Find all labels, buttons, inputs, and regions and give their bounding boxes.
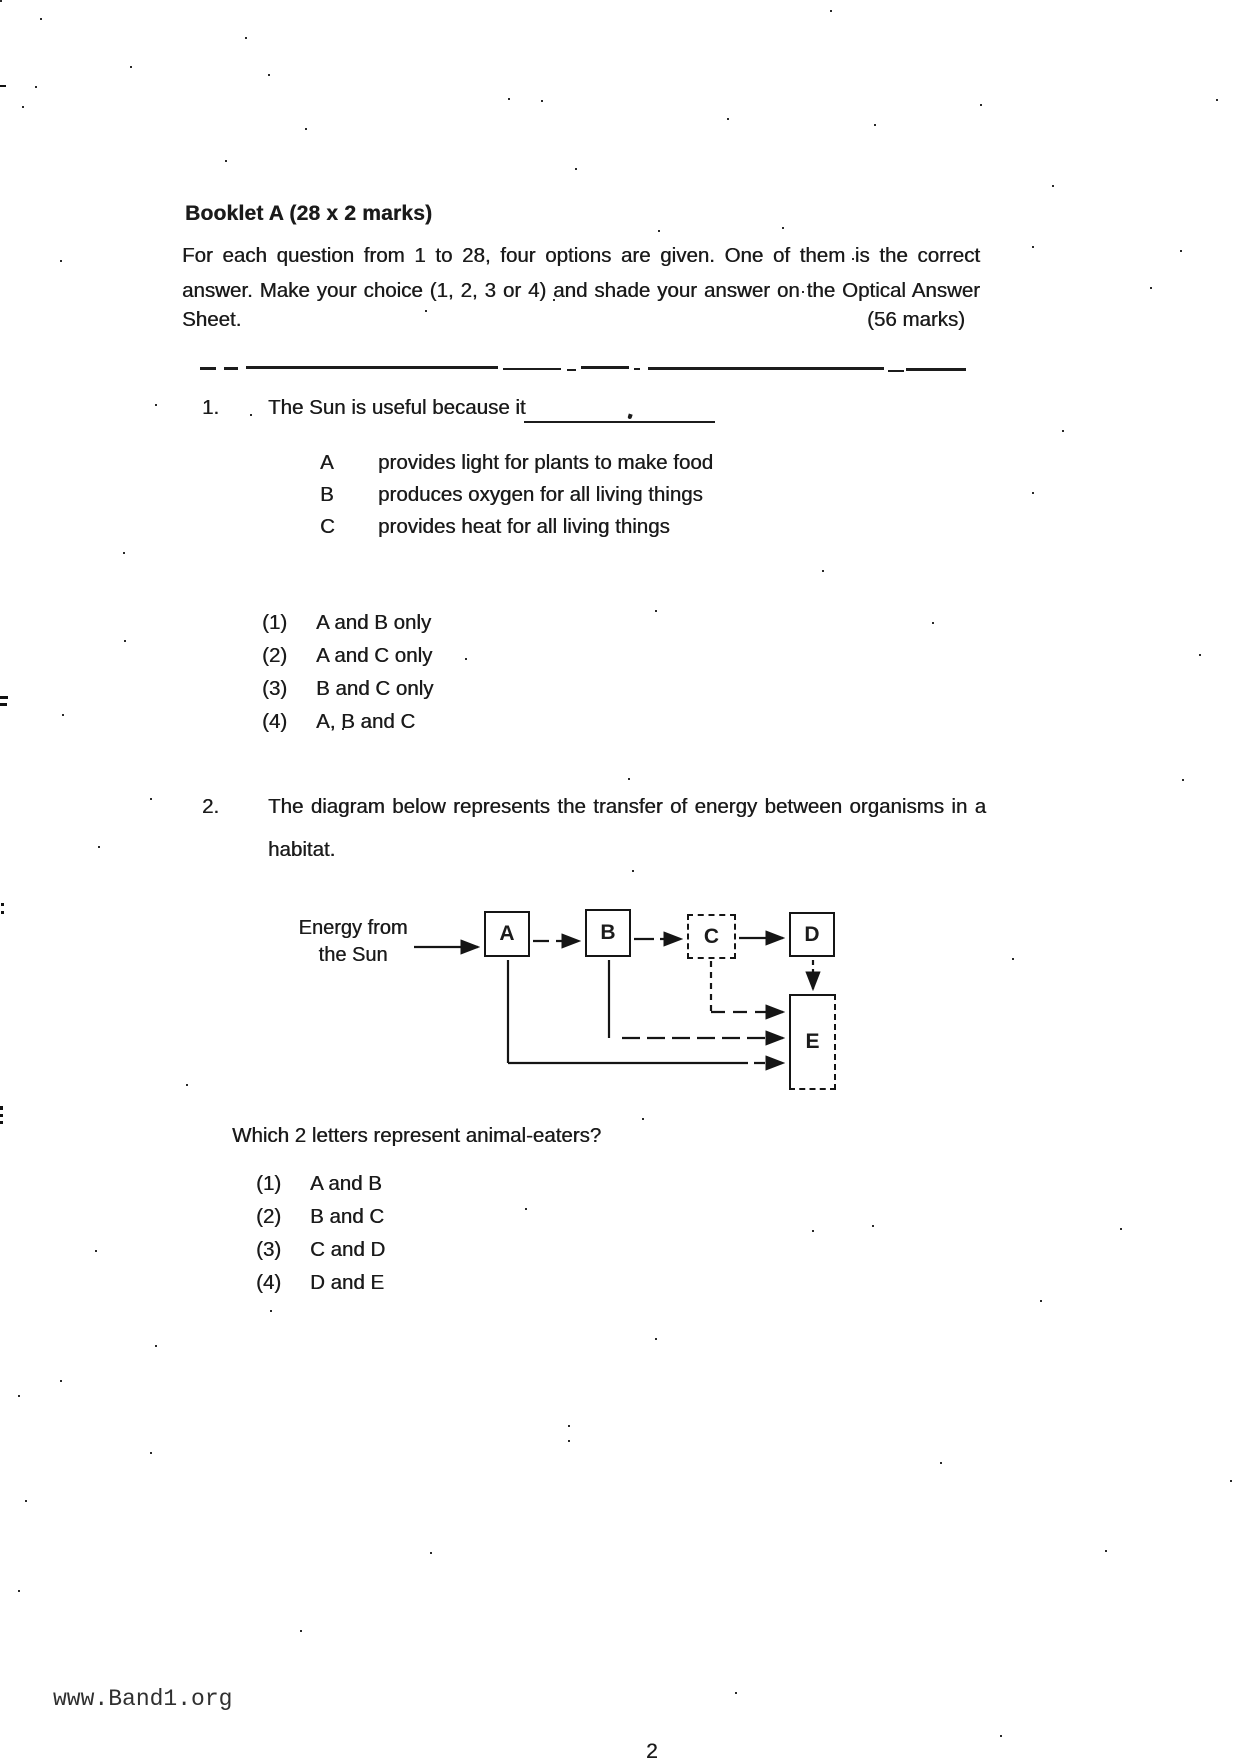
option-number: (2) [262,644,288,667]
scan-edge-artifact [1,911,4,914]
option-number: (2) [256,1205,282,1228]
watermark-url: www.Band1.org [53,1686,233,1712]
option-number: (1) [256,1172,282,1195]
scan-edge-artifact [1,903,4,906]
page-number: 2 [646,1740,658,1763]
energy-source-line2: the Sun [318,944,388,966]
q1-number: 1. [202,396,220,419]
option-number: (3) [256,1238,282,1261]
diagram-box-e-label: E [805,1030,820,1053]
diagram-box-c-label: C [703,924,720,948]
q2-stem-line1: The diagram below represents the transfer of energy between organisms in a [268,795,986,818]
option-number: (1) [262,611,288,634]
option-text: C and D [310,1238,386,1261]
q1-statements [320,452,713,538]
answer-blank-line [524,421,715,423]
energy-source-line1: Energy from [298,917,408,939]
option-text: A and B only [316,611,432,634]
option-text: A and B [310,1172,382,1195]
marks-total: (56 marks) [867,308,965,331]
q2-stem-line2: habitat. [268,838,336,861]
scan-edge-artifact [0,1106,3,1110]
statement-text: provides heat for all living things [378,515,670,538]
option-number: (4) [262,710,288,733]
instructions-line3: Sheet. [182,308,242,331]
option-text: A and C only [316,644,433,667]
scan-edge-artifact [0,696,8,699]
instructions-line3-row [182,308,965,332]
instructions-line2: answer. Make your choice (1, 2, 3 or 4) and shade your answer on the Optical Answer [182,279,980,302]
q1-options [262,612,433,733]
statement-text: provides light for plants to make food [378,451,714,474]
q2-number: 2. [202,795,220,818]
statement-label: C [320,515,335,538]
scan-edge-artifact [0,1114,3,1117]
scan-edge-artifact [0,1121,3,1124]
energy-source-label [287,915,419,969]
instructions-line1: For each question from 1 to 28, four options are given. One of them is the correct [182,244,980,267]
scan-edge-artifact [0,703,7,706]
scan-edge-artifact [0,85,6,87]
diagram-box-a-label: A [499,922,515,945]
option-number: (3) [262,677,288,700]
scan-noise-specks [0,0,2,2]
statement-label: A [320,451,334,474]
diagram-box-d-label: D [804,922,820,946]
energy-flow-arrows [410,895,870,1100]
option-text: D and E [310,1271,385,1294]
option-text: B and C [310,1205,385,1228]
option-text: A, B and C [316,710,416,733]
instructions [182,238,980,308]
statement-label: B [320,483,334,506]
diagram-box-b-label: B [600,921,616,944]
q1-stem: The Sun is useful because it [268,396,526,419]
q2-options [256,1173,385,1294]
q2-sub-question: Which 2 letters represent animal-eaters? [232,1124,602,1147]
statement-text: produces oxygen for all living things [378,483,703,506]
option-number: (4) [256,1271,282,1294]
scan-comma-artifact [627,414,632,420]
option-text: B and C only [316,677,434,700]
booklet-title: Booklet A (28 x 2 marks) [185,202,433,225]
